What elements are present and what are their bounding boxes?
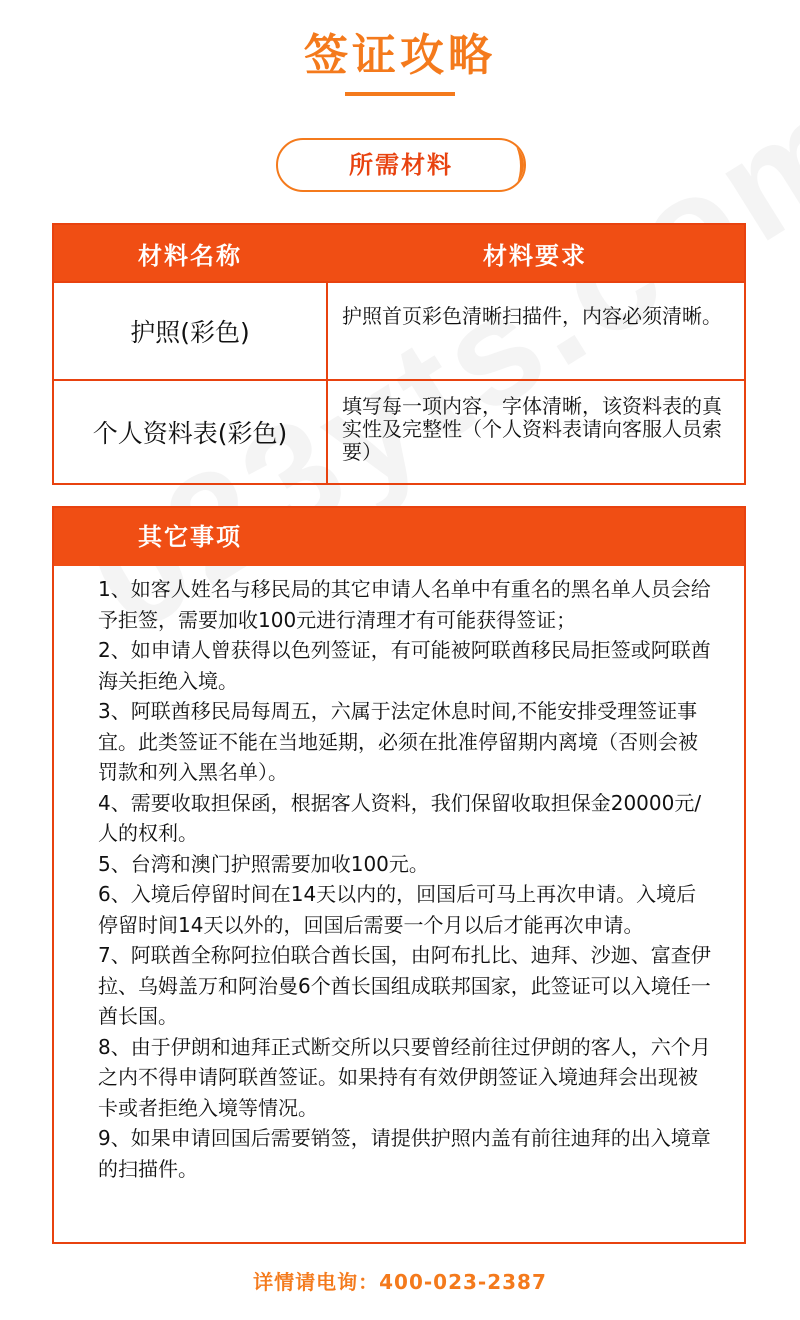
table-row — [54, 379, 744, 483]
notes-list — [54, 566, 744, 1184]
materials-table — [52, 223, 746, 485]
section-badge — [276, 138, 526, 192]
other-notes-section — [52, 506, 746, 1244]
other-notes-title: 其它事项 — [54, 508, 744, 566]
note-item: 5、台湾和澳门护照需要加收100元。 — [98, 851, 429, 876]
page-title: 签证攻略 — [304, 30, 496, 81]
material-name-cell: 个人资料表(彩色) — [54, 381, 328, 483]
header-material-name: 材料名称 — [138, 241, 242, 270]
note-item: 8、由于伊朗和迪拜正式断交所以只要曾经前往过伊朗的客人，六个月之内不得申请阿联酋签证。如果持有有效伊朗签证入境迪拜会出现被卡或者拒绝入境等情况。 — [98, 1034, 711, 1120]
section-badge-label: 所需材料 — [349, 151, 453, 179]
title-underline — [345, 92, 455, 96]
material-requirement-cell: 护照首页彩色清晰扫描件，内容必须清晰。 — [342, 304, 722, 328]
material-name-cell: 护照(彩色) — [54, 283, 328, 379]
header-material-requirement: 材料要求 — [483, 241, 587, 270]
contact-phone-text: 详情请电询：400-023-2387 — [253, 1270, 547, 1294]
materials-table-header — [54, 225, 744, 281]
note-item: 7、阿联酋全称阿拉伯联合酋长国，由阿布扎比、迪拜、沙迦、富查伊拉、乌姆盖万和阿治曼6个酋长国组成联邦国家，此签证可以入境任一酋长国。 — [98, 943, 711, 1028]
note-item: 6、入境后停留时间在14天以内的，回国后可马上再次申请。入境后停留时间14天以外的，回国后需要一个月以后才能再次申请。 — [98, 882, 697, 937]
note-item: 4、需要收取担保函，根据客人资料，我们保留收取担保金20000元/人的权利。 — [98, 790, 702, 845]
note-item: 1、如客人姓名与移民局的其它申请人名单中有重名的黑名单人员会给予拒签，需要加收100元进行清理才有可能获得签证； — [98, 577, 711, 632]
note-item: 3、阿联酋移民局每周五，六属于法定休息时间,不能安排受理签证事宜。此类签证不能在当地延期，必须在批准停留期内离境（否则会被罚款和列入黑名单）。 — [98, 699, 698, 784]
table-row — [54, 281, 744, 379]
note-item: 2、如申请人曾获得以色列签证，有可能被阿联酋移民局拒签或阿联酋海关拒绝入境。 — [98, 638, 711, 693]
material-requirement-cell: 填写每一项内容，字体清晰，该资料表的真实性及完整性（个人资料表请向客服人员索要） — [342, 394, 722, 464]
note-item: 9、如果申请回国后需要销签，请提供护照内盖有前往迪拜的出入境章的扫描件。 — [98, 1126, 711, 1181]
